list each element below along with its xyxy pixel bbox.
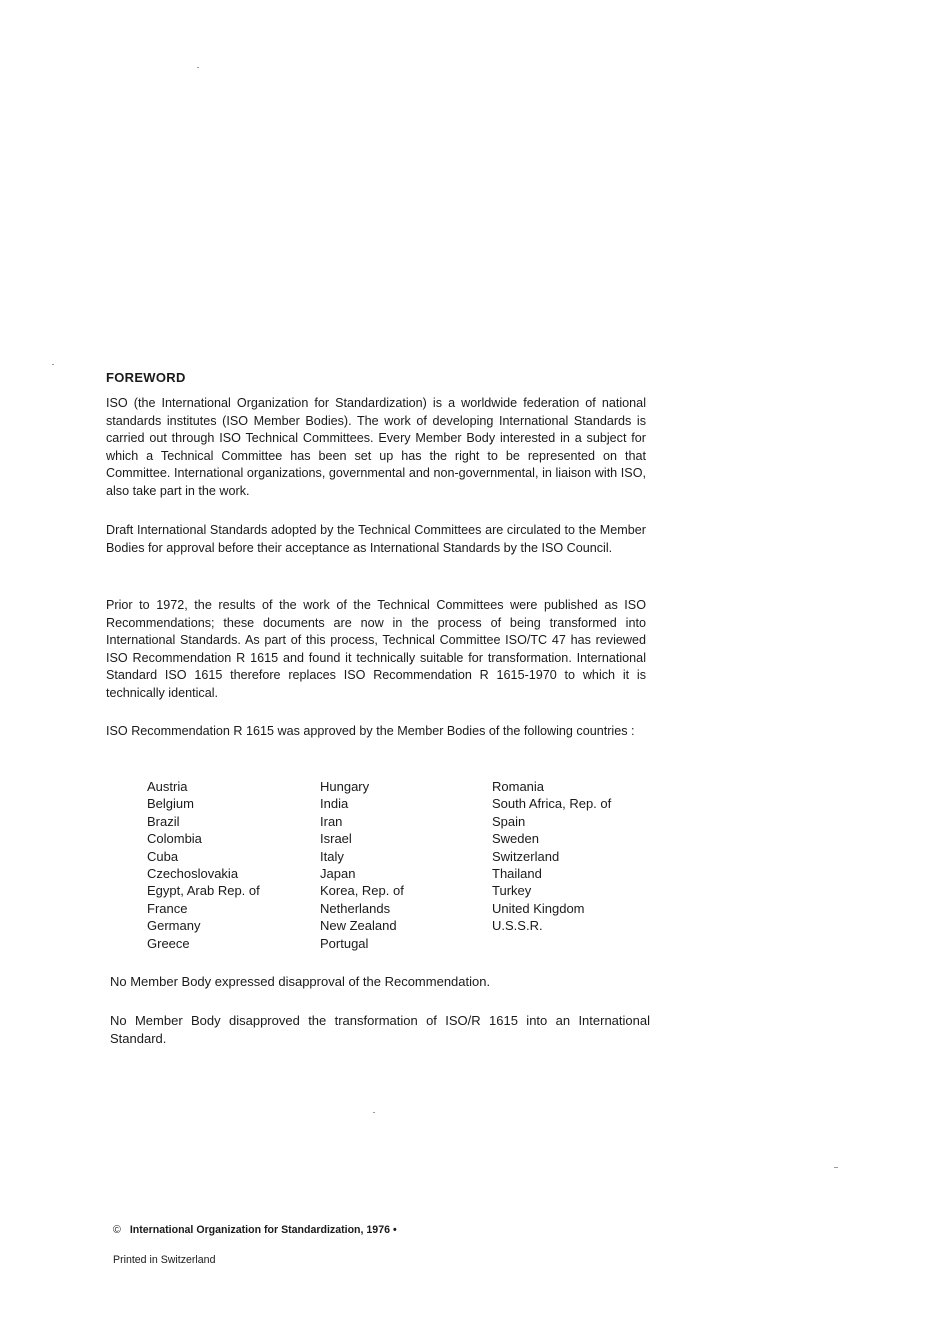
bullet-icon: •: [392, 1224, 397, 1236]
country-item: Portugal: [320, 935, 369, 951]
country-item: Spain: [492, 813, 526, 829]
foreword-paragraph-2: Draft International Standards adopted by the Technical Committees are circulated to the Member Bodies for approval before their acceptance as International Standards by the ISO Council.: [106, 523, 646, 555]
country-item: Japan: [320, 866, 356, 882]
country-item: Turkey: [492, 883, 532, 899]
country-item: Cuba: [147, 848, 179, 864]
country-item: Switzerland: [492, 848, 560, 864]
country-item: Romania: [492, 779, 545, 794]
scan-speck: [373, 1112, 375, 1113]
country-item: Iran: [320, 813, 343, 829]
country-item: Czechoslovakia: [147, 866, 239, 882]
country-item: Thailand: [492, 866, 542, 882]
country-item: Belgium: [147, 796, 194, 812]
country-item: Egypt, Arab Rep. of: [147, 883, 260, 899]
country-column-3: [492, 778, 611, 935]
foreword-paragraph-3: Prior to 1972, the results of the work of the Technical Committees were published as ISO Recommendations; these documents are now in the process of being transformed into International Standards. As part of this process, Technical Committee ISO/TC 47 has reviewed ISO Recommendation R 1615 and found it technically suitable for transformation. International Standard ISO 1615 therefore replaces ISO Recommendation R 1615-1970 to which it is technically identical.: [106, 598, 646, 700]
country-item: Brazil: [147, 813, 180, 829]
country-item: Greece: [147, 935, 190, 951]
country-column-1: [147, 778, 260, 952]
printed-in-line: Printed in Switzerland: [113, 1254, 216, 1266]
country-item: Korea, Rep. of: [320, 883, 404, 899]
country-item: U.S.S.R.: [492, 918, 543, 934]
country-item: Colombia: [147, 831, 202, 847]
scan-speck: [52, 364, 54, 365]
country-item: New Zealand: [320, 918, 397, 934]
scan-speck: [197, 67, 199, 68]
country-item: Austria: [147, 779, 188, 794]
disapproval-note-1: No Member Body expressed disapproval of the Recommendation.: [110, 974, 491, 989]
copyright-line: [113, 1224, 397, 1236]
foreword-paragraph-4: ISO Recommendation R 1615 was approved by the Member Bodies of the following countries :: [106, 724, 635, 738]
country-column-2: [320, 778, 404, 952]
country-item: South Africa, Rep. of: [492, 796, 612, 812]
country-item: United Kingdom: [492, 900, 585, 916]
country-list: [147, 778, 647, 958]
country-item: Sweden: [492, 831, 539, 847]
copyright-text: International Organization for Standardization, 1976: [129, 1224, 390, 1236]
country-item: Italy: [320, 848, 344, 864]
country-item: Germany: [147, 918, 201, 934]
foreword-paragraph-1: ISO (the International Organization for Standardization) is a worldwide federation of national standards institutes (ISO Member Bodies). The work of developing International Standards is carried out through ISO Technical Committees. Every Member Body interested in a subject for which a Technical Committee has been set up has the right to be represented on that Committee. International organizations, governmental and non-governmental, in liaison with ISO, also take part in the work.: [106, 396, 646, 498]
country-item: Israel: [320, 831, 352, 847]
country-item: France: [147, 900, 188, 916]
country-item: Netherlands: [320, 900, 391, 916]
country-item: India: [320, 796, 349, 812]
disapproval-note-2: No Member Body disapproved the transformation of ISO/R 1615 into an International Standard.: [110, 1013, 650, 1046]
scan-speck: [834, 1167, 838, 1168]
country-item: Hungary: [320, 779, 370, 794]
foreword-heading: FOREWORD: [106, 370, 186, 385]
copyright-icon: ©: [113, 1224, 121, 1236]
